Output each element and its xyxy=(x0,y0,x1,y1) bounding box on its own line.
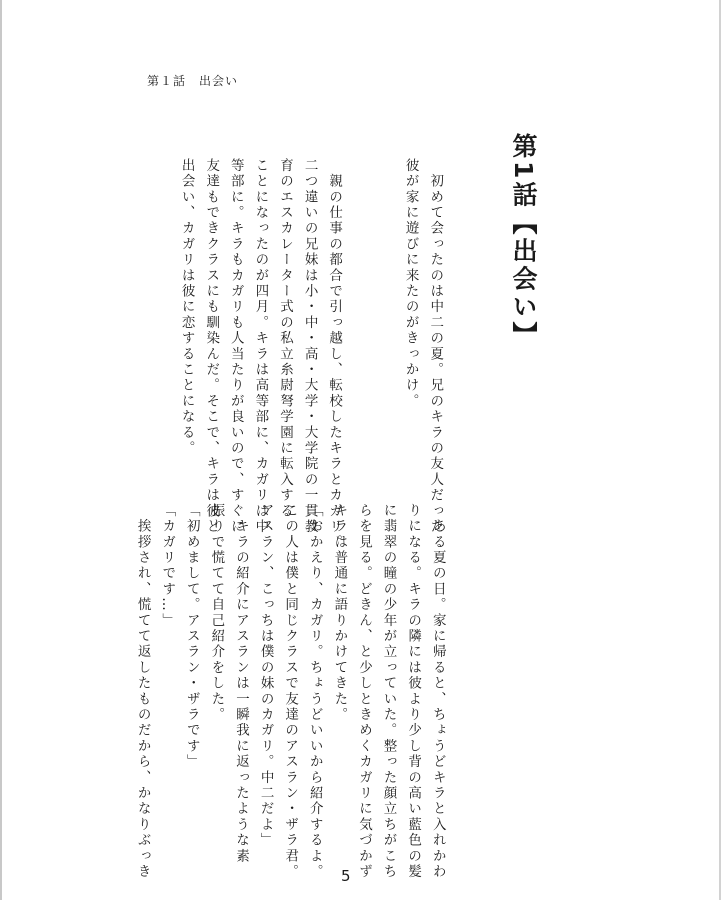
text-line: 「おかえり、カガリ。ちょうどいいから紹介するよ。 xyxy=(306,503,323,880)
text-line: 親の仕事の都合で引っ越し、転校したキラとカガリ。 xyxy=(326,158,343,551)
running-header: 第１話 出会い xyxy=(147,74,239,88)
page-number: 5 xyxy=(341,867,351,885)
text-line: アスラン、こっちは僕の妹のカガリ。中二だよ」 xyxy=(257,503,274,849)
text-line: 「初めまして。アスラン・ザラです」 xyxy=(183,503,200,770)
text-line: らを見る。どきん、と少しときめくカガリに気づかず xyxy=(355,503,372,880)
scan-edge-left xyxy=(0,0,2,900)
text-line: 彼が家に遊びに来たのがきっかけ。 xyxy=(402,158,419,410)
text-line: この人は僕と同じクラスで友達のアスラン・ザラ君。 xyxy=(282,503,299,880)
paragraph-first-meeting xyxy=(398,158,447,535)
text-line: 挨拶され、慌てて返したものだから、かなりぶっき xyxy=(134,503,151,880)
text-line: 振りで慌てて自己紹介をした。 xyxy=(208,503,225,723)
paragraph-transfer xyxy=(174,158,346,551)
text-line: りになる。キラの隣には彼より少し背の高い藍色の髪 xyxy=(405,503,422,880)
text-line: 育のエスカレーター式の私立糸尉弩学園に転入する xyxy=(276,158,293,520)
chapter-title: 第1話【出会い】 xyxy=(509,133,538,350)
text-line: 初めて会ったのは中二の夏。兄のキラの友人だった xyxy=(427,158,444,535)
text-line: 出会い、カガリは彼に恋することになる。 xyxy=(178,158,195,457)
text-line: ことになったのが四月。キラは高等部に、カガリは中 xyxy=(252,158,269,535)
text-line: 等部に。キラもカガリも人当たりが良いので、すぐに xyxy=(227,158,244,535)
text-line: キラの紹介にアスランは一瞬我に返ったような素 xyxy=(232,503,249,865)
text-line: 二つ違いの兄妹は小・中・高・大学・大学院の一貫教 xyxy=(301,158,318,535)
text-line: に翡翠の瞳の少年が立っていた。整った顔立ちがこち xyxy=(380,503,397,880)
text-line: 「カガリです…」 xyxy=(159,503,176,629)
text-line: キラは普通に語りかけてきた。 xyxy=(331,503,348,723)
paragraph-summer-day xyxy=(130,503,450,880)
text-line: ある夏の日。家に帰ると、ちょうどキラと入れかわ xyxy=(429,503,446,880)
text-line: 友達もできクラスにも馴染んだ。そこで、キラは彼と xyxy=(203,158,220,535)
